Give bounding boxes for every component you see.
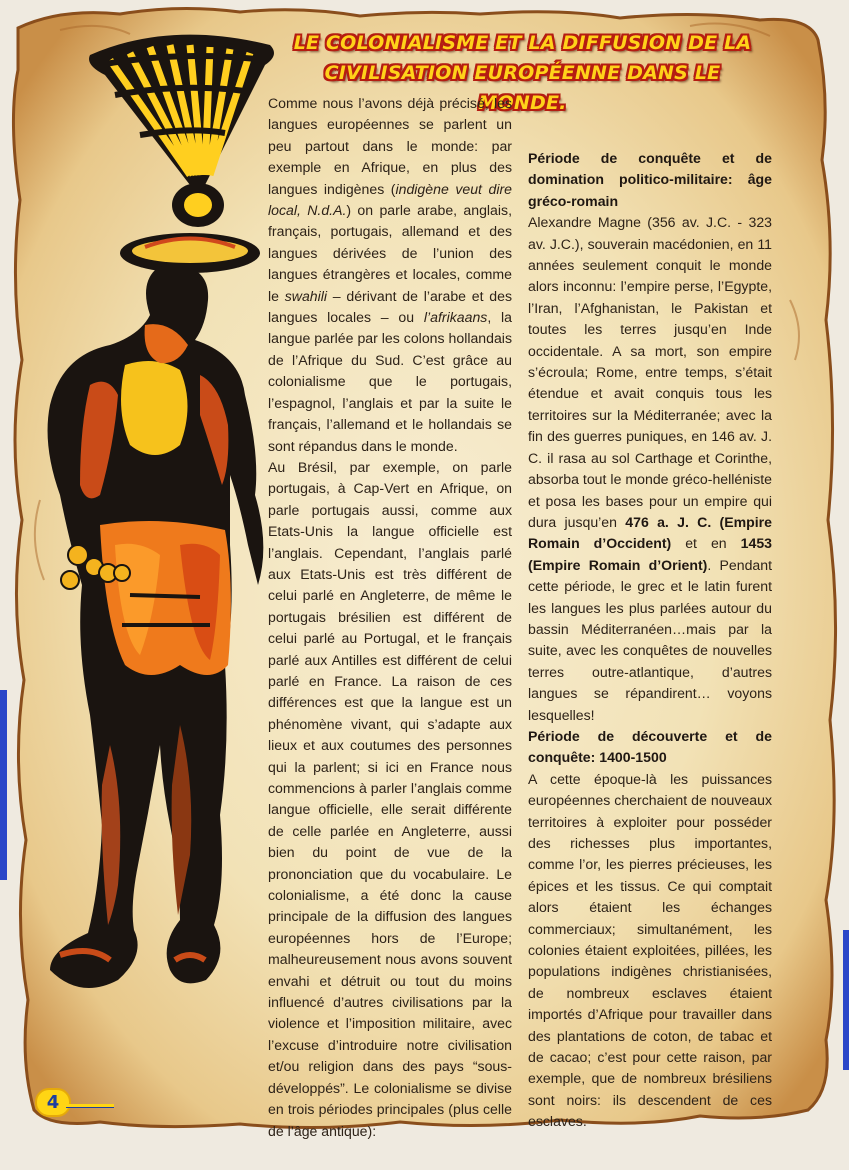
text-column-right xyxy=(528,135,772,1133)
bold-date: 476 a. J. C. (Empire Romain d’Occident) xyxy=(528,513,772,552)
heading-text: Période de conquête et de domination politico-militaire: âge gréco-romain xyxy=(528,150,772,209)
paragraph-alexandre xyxy=(528,212,772,726)
page-number-rule xyxy=(66,1104,114,1108)
section-heading-greco-romain xyxy=(528,148,772,212)
heading-text: Période de découverte et de conquête: 1400-1500 xyxy=(528,727,772,766)
paragraph-bresil: Au Brésil, par exemple, on parle portugais, à Cap-Vert en Afrique, on parle portugais aussi, comme aux Etats-Unis la langue officielle est l’anglais. Cependant, l’anglais parlé aux Etats-Unis est très différent de celui parlé en Angleterre, de même le portugais brésilien est différent de celui parlé au Portugal, et le français parlé aux Antilles est différent de celui parlé en France. La raison de ces différences est que la langue est un phénomène vivant, qui s’adapte aux lieux et aux coutumes des personnes qui la parlent; si ici en France nous commencions à parler l’anglais comme langue officielle, elle serait différente de celle parlée en Angleterre, aussi bien du point de vue de la prononciation que du vocabulaire. Le colonialisme, a été donc la cause principale de la diffusion des langues européennes hors de l’Europe; malheureusement nous avons souvent envahi et détruit ou tout du moins influencé d’autres civilisations par la violence et l’imposition militaire, avec l’excuse d’introduire notre civilisation et/ou religion dans des pays “sous-développés”. Le colonialisme se divise en trois périodes principales (plus celle de l’âge antique): xyxy=(268,458,512,1139)
text-run: et en xyxy=(671,535,741,552)
blue-edge-strip xyxy=(0,690,7,880)
text-run: Alexandre Magne (356 av. J.C. - 323 av. J.C.), souverain macédonien, en 11 années seulement conquit le monde alors inconnu: l’empire perse, l’Egypte, l’Iran, l’Afghanistan, le Pakistan et toutes les terres jusqu’en Inde occidentale. A sa mort, son empire s’écroula; Rome, entre temps, s’était étendue et avait conquis tous les territoires sur la Méditerranée; avec la fin des guerres puniques, en 146 av. J. C. il rasa au sol Carthage et Corinthe, absorba tout le monde gréco-helléniste et posa les bases pour un empire qui dura jusqu’en xyxy=(528,214,772,530)
paragraph-intro xyxy=(268,93,512,457)
text-run: . Pendant cette période, le grec et le latin furent les langues les plus parlées autour du bassin Méditerranéen…mais par la suite, avec les conquêtes de nouvelles terres outre-atlantique, d’autres langues se répandirent… voyons lesquelles! xyxy=(528,556,772,723)
article-title-line2: CIVILISATION EUROPÉENNE DANS LE MONDE. xyxy=(324,62,721,114)
article-title-line1: LE COLONIALISME ET LA DIFFUSION DE LA xyxy=(293,32,752,54)
italic-note: indigène veut dire local, N.d.A. xyxy=(268,180,512,219)
figure-body xyxy=(48,265,264,988)
basket-on-head xyxy=(89,35,274,273)
italic-term: l’afrikaans xyxy=(423,309,488,326)
blue-edge-strip xyxy=(843,930,849,1070)
text-run: Comme nous l’avons déjà précisé, les langues européennes se parlent un peu partout dans le monde: par exemple en Afrique, en plus des langues indigènes ( xyxy=(268,95,512,197)
italic-term: swahili xyxy=(284,287,328,304)
paragraph-epoque: A cette époque-là les puissances européennes cherchaient de nouveaux territoires à exploiter pour posséder des richesses plus importantes, comme l’or, les pierres précieuses, les épices et les tissus. Ce qui comptait alors étaient les échanges commerciaux; simultanément, les colonies étaient exploitées, pillées, les populations indigènes christianisées, de nombreux esclaves étaient importés d’Afrique pour travailler dans des plantations de coton, de tabac et de cacao; c’est pour cette raison, par exemple, que de nombreux brésiliens sont noirs: ils descendent de ces esclaves. xyxy=(528,770,772,1130)
page-number-badge: 4 xyxy=(35,1088,71,1117)
text-run: ) on parle arabe, anglais, français, portugais, allemand et des langues dérivées de l’union des langues étrangères et locales, comme le xyxy=(268,202,512,304)
bold-date: 1453 (Empire Romain d’Orient) xyxy=(528,535,772,573)
section-heading-decouverte xyxy=(528,726,772,769)
text-run: – dérivant de l’arabe et des langues locales – ou xyxy=(268,287,513,326)
text-column-left xyxy=(268,93,512,1142)
text-run: , la langue parlée par les colons hollandais de l’Afrique du Sud. C’est grâce au colonialisme que le portugais, l’espagnol, l’anglais et par la suite le français, l’allemand et le hollandais se sont répandus dans le monde. xyxy=(268,309,512,454)
